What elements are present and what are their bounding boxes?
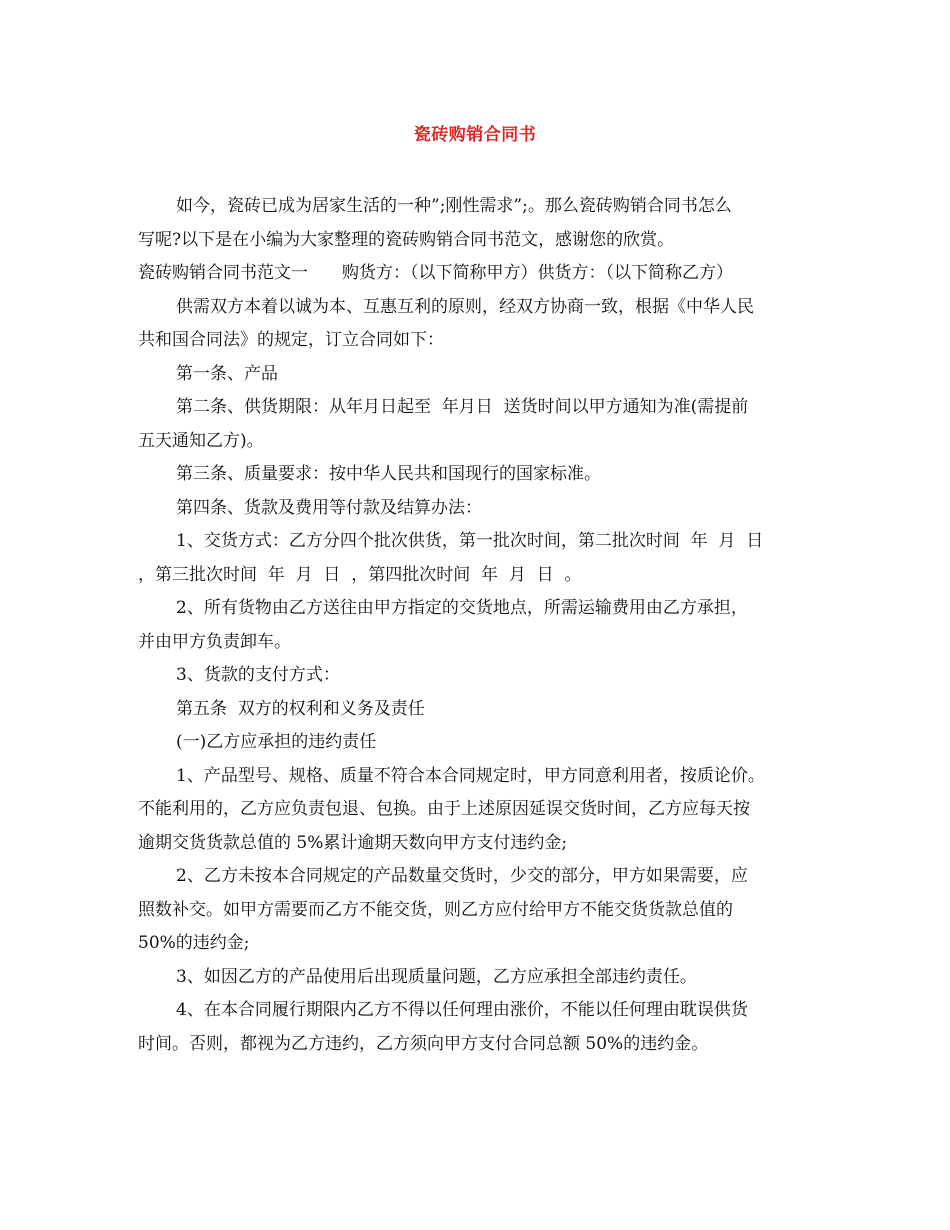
paragraph-line: 1、交货方式：乙方分四个批次供货，第一批次时间，第二批次时间 年 月 日: [176, 531, 764, 551]
paragraph-line: (一)乙方应承担的违约责任: [176, 732, 377, 752]
paragraph-line: 写呢?以下是在小编为大家整理的瓷砖购销合同书范文，感谢您的欣赏。: [138, 229, 675, 250]
paragraph-line: 第二条、供货期限：从年月日起至 年月日 送货时间以甲方通知为准(需提前: [176, 397, 749, 417]
paragraph-line: 4、在本合同履行期限内乙方不得以任何理由涨价，不能以任何理由耽误供货: [176, 1000, 748, 1020]
paragraph-line: 时间。否则，都视为乙方违约，乙方须向甲方支付合同总额 50%的违约金。: [138, 1033, 709, 1054]
paragraph-line: 2、乙方未按本合同规定的产品数量交货时，少交的部分，甲方如果需要，应: [176, 866, 748, 886]
paragraph-line: 并由甲方负责卸车。: [138, 631, 291, 652]
paragraph-line: 共和国合同法》的规定，订立合同如下：: [138, 330, 444, 350]
document-title: 瓷砖购销合同书: [413, 125, 537, 145]
paragraph-line: 50%的违约金;: [138, 933, 250, 953]
paragraph-line: 第一条、产品: [176, 363, 278, 384]
paragraph-line: 第四条、货款及费用等付款及结算办法：: [176, 497, 482, 518]
paragraph-line: 3、货款的支付方式：: [176, 665, 340, 685]
paragraph-line: 1、产品型号、规格、质量不符合本合同规定时，甲方同意利用者，按质论价。: [176, 765, 765, 786]
paragraph-line: 不能利用的，乙方应负责包退、包换。由于上述原因延误交货时间，乙方应每天按: [138, 799, 750, 819]
paragraph-line: 第三条、质量要求：按中华人民共和国现行的国家标准。: [176, 464, 601, 484]
paragraph-line: 瓷砖购销合同书范文一 购货方：（以下简称甲方）供货方：（以下简称乙方）: [138, 263, 733, 283]
paragraph-line: ，第三批次时间 年 月 日 ，第四批次时间 年 月 日 。: [138, 564, 582, 585]
paragraph-line: 五天通知乙方)。: [138, 430, 264, 451]
paragraph-line: 2、所有货物由乙方送往由甲方指定的交货地点，所需运输费用由乙方承担，: [176, 598, 748, 618]
paragraph-line: 照数补交。如甲方需要而乙方不能交货，则乙方应付给甲方不能交货货款总值的: [138, 899, 733, 920]
paragraph-line: 供需双方本着以诚为本、互惠互利的原则，经双方协商一致，根据《中华人民: [176, 296, 754, 317]
paragraph-line: 如今，瓷砖已成为居家生活的一种”;刚性需求”;。那么瓷砖购销合同书怎么: [176, 196, 732, 216]
paragraph-line: 逾期交货货款总值的 5%累计逾期天数向甲方支付违约金;: [138, 832, 568, 853]
paragraph-line: 第五条 双方的权利和义务及责任: [176, 698, 425, 719]
document-body: [138, 190, 818, 1061]
paragraph-line: 3、如因乙方的产品使用后出现质量问题，乙方应承担全部违约责任。: [176, 966, 697, 987]
